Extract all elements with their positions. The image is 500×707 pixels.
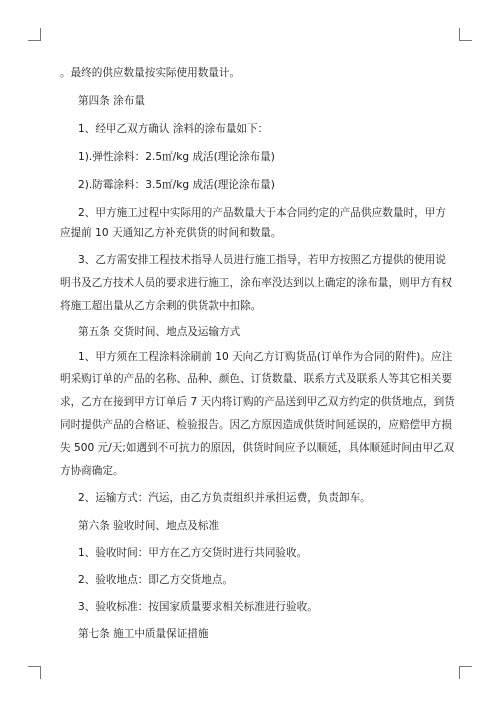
section-heading: 第四条 涂布量 xyxy=(78,95,145,107)
crop-mark-top-left xyxy=(28,28,41,41)
section-heading: 第五条 交货时间、地点及运输方式 xyxy=(78,326,241,338)
text-line: 方协商确定。 xyxy=(60,465,124,477)
text-line: 1、经甲乙双方确认 涂料的涂布量如下： xyxy=(78,123,269,135)
text-line: 失 500 元/天;如遇到不可抗力的原因，供货时间应予以顺延，具体顺延时间由甲乙双 xyxy=(60,442,455,454)
text-line: 2、验收地点：即乙方交货地点。 xyxy=(78,574,234,586)
text-line: 明采购订单的产品的名称、品种、颜色、订货数量、联系方式及联系人等其它相关要 xyxy=(60,373,452,385)
text-line: 2、甲方施工过程中实际用的产品数量大于本合同约定的产品供应数量时，甲方 xyxy=(78,207,446,219)
text-line: 2).防霉涂料：3.5㎡/kg 成活(理论涂布量) xyxy=(78,179,275,191)
crop-mark-top-right xyxy=(459,28,472,41)
text-line: 3、验收标准：按国家质量要求相关标准进行验收。 xyxy=(78,601,318,613)
text-line: 将施工超出量从乙方余剩的供货款中扣除。 xyxy=(60,300,262,312)
text-line: 同时提供产品的合格证、检验报告。因乙方原因造成供货时间延误的，应赔偿甲方损 xyxy=(60,419,452,431)
text-line: 2、运输方式：汽运，由乙方负责组织并承担运费，负责卸车。 xyxy=(78,492,371,504)
text-line: 。最终的供应数量按实际使用数量计。 xyxy=(60,67,241,79)
text-line: 1、验收时间：甲方在乙方交货时进行共同验收。 xyxy=(78,547,308,559)
text-line: 明书及乙方技术人员的要求进行施工，涂布率没达到以上确定的涂布量，则甲方有权 xyxy=(60,277,452,289)
section-heading: 第七条 施工中质量保证措施 xyxy=(78,628,209,640)
text-line: 求，乙方在接到甲方订单后 7 天内将订购的产品送到甲乙双方约定的供货地点，到货 xyxy=(60,396,455,408)
section-heading: 第六条 验收时间、地点及标准 xyxy=(78,520,220,532)
text-line: 应提前 10 天通知乙方补充供货的时间和数量。 xyxy=(60,227,282,239)
text-line: 1).弹性涂料：2.5㎡/kg 成活(理论涂布量) xyxy=(78,151,275,163)
crop-mark-bottom-left xyxy=(28,666,41,679)
text-line: 3、乙方需安排工程技术指导人员进行施工指导，若甲方按照乙方提供的使用说 xyxy=(78,254,446,266)
text-line: 1、甲方须在工程涂料涂刷前 10 天向乙方订购货品(订单作为合同的附件)。应注 xyxy=(78,351,453,363)
crop-mark-bottom-right xyxy=(459,666,472,679)
